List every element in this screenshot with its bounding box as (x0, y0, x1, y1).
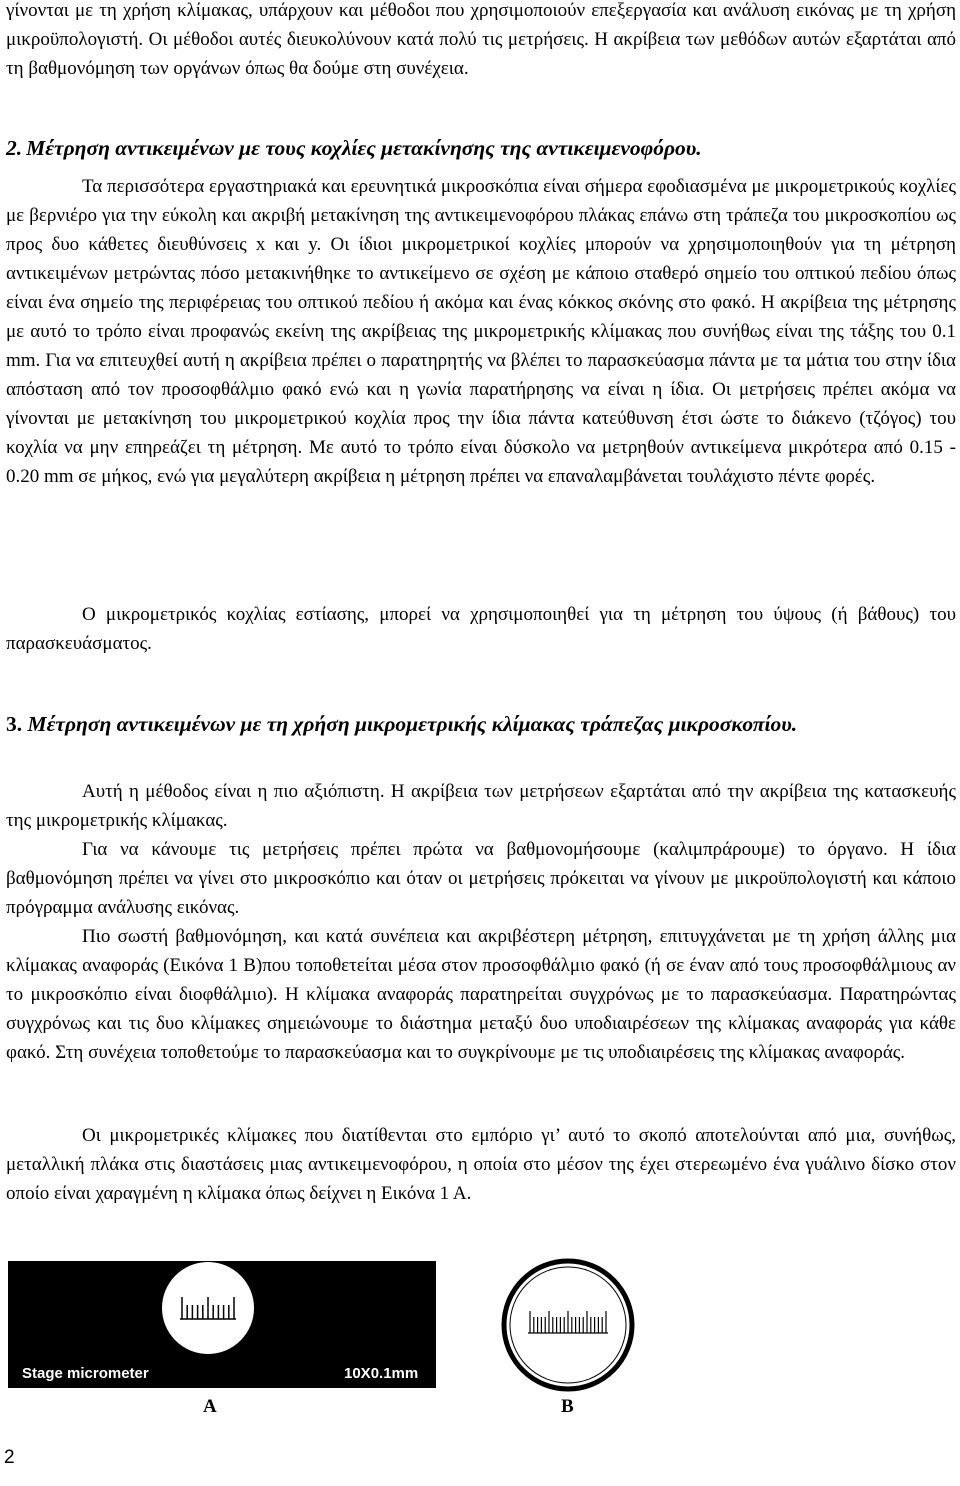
figure-caption-a: Α (203, 1396, 217, 1417)
page-number: 2 (4, 1447, 15, 1468)
section-3-number: 3. (6, 712, 23, 736)
section-2-heading (6, 136, 956, 161)
eyepiece-reticle-image (500, 1257, 636, 1393)
figure-caption-b: Β (561, 1396, 574, 1417)
section-2-paragraph-2: Ο μικρομετρικός κοχλίας εστίασης, μπορεί να χρησιμοποιηθεί για τη μέτρηση του ύψους (ή βάθους) του παρασκευάσματος. (6, 604, 956, 654)
section-2-number: 2. (6, 136, 23, 160)
section-3-paragraph-1: Αυτή η μέθοδος είναι η πιο αξιόπιστη. Η ακρίβεια των μετρήσεων εξαρτάται από την ακρίβεια της κατασκευής της μικρομετρικής κλίμακας. (6, 781, 956, 831)
stage-micrometer-graphic (8, 1261, 436, 1388)
eyepiece-reticle-graphic (500, 1257, 636, 1393)
stage-micrometer-label: Stage micrometer (22, 1365, 149, 1382)
intro-paragraph: γίνονται με τη χρήση κλίμακας, υπάρχουν και μέθοδοι που χρησιμοποιούν επεξεργασία και ανάλυση εικόνας με τη χρήση μικροϋπολογιστή. Οι μέθοδοι αυτές διευκολύνουν κατά πολύ τις μετρήσεις. Η ακρίβεια των μεθόδων αυτών εξαρτάται από τη βαθμονόμηση των οργάνων όπως θα δούμε στη συνέχεια. (6, 0, 956, 79)
section-3-paragraph-2: Για να κάνουμε τις μετρήσεις πρέπει πρώτα να βαθμονομήσουμε (καλιμπράρουμε) το όργανο. Η ίδια βαθμονόμηση πρέπει να γίνει στο μικροσκόπιο και όταν οι μετρήσεις πρόκειται να γίνουν με μικροϋπολογιστή και κάποιο πρόγραμμα ανάλυσης εικόνας. (6, 839, 956, 918)
section-3-paragraph-3: Πιο σωστή βαθμονόμηση, και κατά συνέπεια και ακριβέστερη μέτρηση, επιτυγχάνεται με τη χρήση άλλης μια κλίμακας αναφοράς (Εικόνα 1 Β)που τοποθετείται μέσα στον προσοφθάλμιο φακό (ή σε έναν από τους προσοφθάλμιους αν το μικροσκόπιο είναι διοφθάλμιο). Η κλίμακα αναφοράς παρατηρείται συγχρόνως με το παρασκεύασμα. Παρατηρώντας συγχρόνως και τις δυο κλίμακες σημειώνουμε το διάστημα μεταξύ δυο υποδιαιρέσεων της κλίμακας αναφοράς για κάθε φακό. Στη συνέχεια τοποθετούμε το παρασκεύασμα και το συγκρίνουμε με τις υποδιαιρέσεις της κλίμακας αναφοράς. (6, 926, 956, 1063)
section-2-paragraph-1: Τα περισσότερα εργαστηριακά και ερευνητικά μικροσκόπια είναι σήμερα εφοδιασμένα με μικρομετρικούς κοχλίες με βερνιέρο για την εύκολη και ακριβή μετακίνηση της αντικειμενοφόρου πλάκας επάνω στη τράπεζα του μικροσκοπίου ως προς δυο κάθετες διευθύνσεις x και y. Οι ίδιοι μικρομετρικοί κοχλίες μπορούν να χρησιμοποιηθούν για τη μέτρηση αντικειμένων μετρώντας πόσο μετακινήθηκε το αντικείμενο σε σχέση με κάποιο σταθερό σημείο του οπτικού πεδίου όπως είναι ένα σημείο της περιφέρειας του οπτικού πεδίου ή ακόμα και ένας κόκκος σκόνης στο φακό. Η ακρίβεια της μέτρησης με αυτό το τρόπο είναι προφανώς εκείνη της ακρίβειας της μικρομετρικής κλίμακας που συνήθως είναι της τάξης του 0.1 mm. Για να επιτευχθεί αυτή η ακρίβεια πρέπει ο παρατηρητής να βλέπει το παρασκεύασμα πάντα με τα μάτια του στην ίδια απόσταση από τον προσοφθάλμιο φακό ενώ και η γωνία παρατήρησης να είναι η ίδια. Οι μετρήσεις πρέπει ακόμα να γίνονται με μετακίνηση του μικρομετρικού κοχλία προς την ίδια πάντα κατεύθυνση έτσι ώστε το διάκενο (τζόγος) του κοχλία να μην επηρεάζει τη μέτρηση. Με αυτό το τρόπο είναι δύσκολο να μετρηθούν αντικείμενα μικρότερα από 0.15 - 0.20 mm σε μήκος, ενώ για μεγαλύτερη ακρίβεια η μέτρηση πρέπει να επαναλαμβάνεται τουλάχιστο πέντε φορές. (6, 176, 956, 487)
section-2-title: Μέτρηση αντικειμένων με τους κοχλίες μετακίνησης της αντικειμενοφόρου. (26, 136, 702, 160)
section-3-paragraph-4: Οι μικρομετρικές κλίμακες που διατίθενται στο εμπόριο γι’ αυτό το σκοπό αποτελούνται από μια, συνήθως, μεταλλική πλάκα στις διαστάσεις μιας αντικειμενοφόρου, η οποία στο μέσον της έχει στερεωμένο ένα γυάλινο δίσκο στον οποίο είναι χαραγμένη η κλίμακα όπως δείχνει η Εικόνα 1 Α. (6, 1125, 956, 1204)
stage-micrometer-image (8, 1261, 436, 1388)
section-3-heading (6, 709, 956, 739)
scale-division-label: 10X0.1mm (344, 1365, 419, 1382)
section-3-title: Μέτρηση αντικειμένων με τη χρήση μικρομετρικής κλίμακας τράπεζας μικροσκοπίου. (27, 712, 798, 736)
